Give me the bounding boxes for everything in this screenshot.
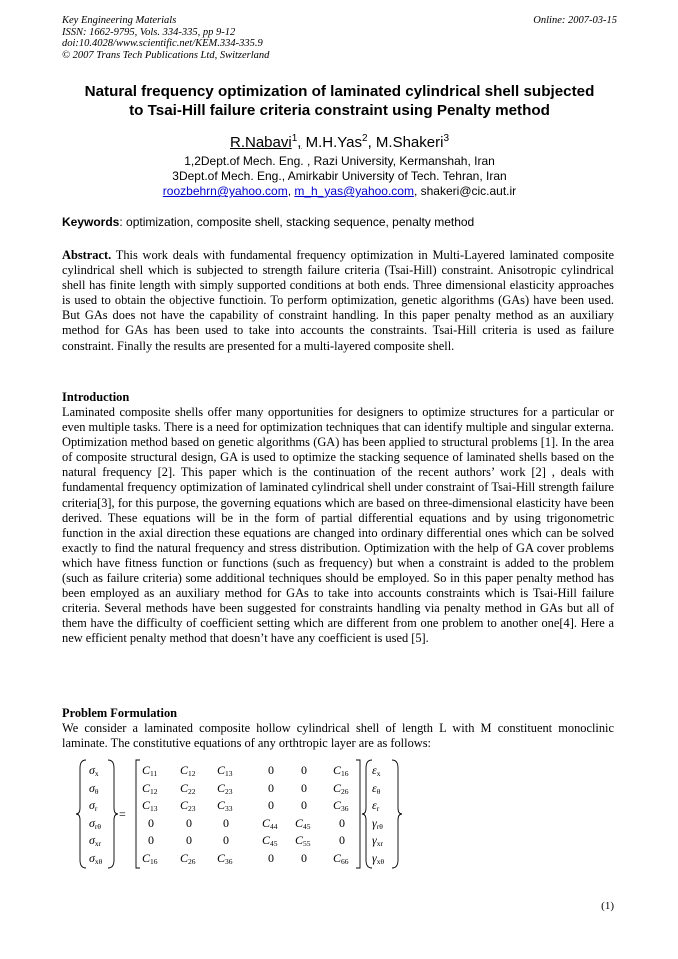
page-number: (1) <box>601 900 614 912</box>
stiffness-coefficient: $C_{44}$ <box>262 815 278 831</box>
stiffness-coefficient: 0 <box>339 833 345 847</box>
stiffness-coefficient: $C_{23}$ <box>180 798 196 813</box>
problem-formulation-paragraph: We consider a laminated composite hollow cylindrical shell of length L with M constituent monoclinic laminate. The constitutive equations of any orthtropic layer are as follows: <box>62 721 614 751</box>
strain-component: $\gamma_{x\theta}$ <box>372 850 385 866</box>
keywords-text: : optimization, composite shell, stacking sequence, penalty method <box>119 215 475 229</box>
stiffness-coefficient: $C_{16}$ <box>142 850 158 866</box>
keywords-label: Keywords <box>62 215 120 229</box>
author-3-affil: 3 <box>443 133 449 144</box>
stiffness-coefficient: 0 <box>301 763 307 777</box>
stiffness-coefficient: $C_{45}$ <box>295 815 311 831</box>
strain-component: $\varepsilon_r$ <box>372 798 380 813</box>
email-line <box>62 184 617 199</box>
email-link-1[interactable]: roozbehrn@yahoo.com <box>162 184 288 198</box>
stiffness-coefficient: 0 <box>223 815 229 830</box>
stiffness-coefficient: 0 <box>148 833 154 847</box>
journal-header <box>62 15 617 61</box>
strain-component: $\varepsilon_\theta$ <box>372 780 381 796</box>
email-link-2[interactable]: m_h_yas@yahoo.com <box>294 184 414 198</box>
stiffness-coefficient: 0 <box>186 833 192 847</box>
issn-line: ISSN: 1662-9795, Vols. 334-335, pp 9-12 <box>62 26 236 38</box>
author-list <box>62 134 617 152</box>
abstract-text: This work deals with fundamental frequency optimization in Multi-Layered laminated composite cylindrical shell which is subjected to strength failure criteria (Tsai-Hill) constraint. Anisotropic cylindrical shell has finite length with simply supported conditions at both ends. Three dimensional elasticity approaches is used to obtain the objective functioin. To perform optimization, genetic algorithms (GAs) have been used. But GAs does not have the capability of constraint handling. In this paper penalty method as an auxiliary method for GAs has been used to take into accounts the constraints. Tsai-Hill criteria is used as failure constraint. Finally the results are presented for a multi-layered composite shell. <box>62 248 614 353</box>
author-separator: , <box>297 134 302 151</box>
stress-component: $\sigma_{x\theta}$ <box>89 850 103 866</box>
stiffness-coefficient: $C_{23}$ <box>217 780 233 796</box>
affiliation-2: 3Dept.of Mech. Eng., Amirkabir University of Tech. Tehran, Iran <box>172 169 507 183</box>
stiffness-coefficient: 0 <box>301 798 307 812</box>
email-3: , shakeri@cic.aut.ir <box>413 184 517 198</box>
introduction-paragraph: Laminated composite shells offer many opportunities for designers to optimize structures for a particular or even multiple tasks. There is a need for optimization techniques that can identify multiple and singular externa. Optimization method based on genetic algorithms (GA) has been applied to structural problems [1]. In the area of composite structural design, GA is used to optimize the stacking sequence of laminated shells based on the natural frequency [2]. This paper which is the continuation of the recent authors’ work [2] , deals with fundamental frequency optimization of laminated cylindrical shell under constraint of Tsai-Hill strength failure criteria[3], for this purpose, the governing equations which are based on three-dimensional elasticity have been derived. These equations will be in the form of partial differential equations and by using trigonometric function in the axial direction these equations are changed into ordinary differential ones which can be solved exactly to find the natural frequency and stress distribution. Optimization with the help of GA cover problems which have fitness function or functions (such as frequency) but when a constraint is added to the problem (such as failure criteria) some additional techniques should be employed. So in this paper penalty method has been employed as an auxiliary method for GAs to take into accounts constraints which is Tsai-Hill failure criteria. Several methods have been suggested for constraints handling via penalty method in GAs but all of them have the difficulty of coefficient setting which are different from one problem to another one[4]. Here a new efficient penalty method that doesn’t have any coefficient is used [5]. <box>62 405 614 646</box>
stiffness-coefficient: $C_{12}$ <box>180 763 196 778</box>
stiffness-coefficient: 0 <box>186 815 192 830</box>
stiffness-coefficient: 0 <box>301 780 307 795</box>
strain-component: $\varepsilon_x$ <box>372 763 381 778</box>
author-separator: , <box>367 134 372 151</box>
stiffness-coefficient: 0 <box>301 850 307 865</box>
stiffness-coefficient: $C_{66}$ <box>333 850 349 866</box>
stress-component: $\sigma_x$ <box>89 763 99 778</box>
affiliation-1: 1,2Dept.of Mech. Eng. , Razi University, Kermanshah, Iran <box>184 154 495 168</box>
stiffness-coefficient: 0 <box>268 850 274 865</box>
stiffness-coefficient: $C_{13}$ <box>217 763 233 778</box>
stiffness-coefficient: $C_{45}$ <box>262 833 278 848</box>
stress-component: $\sigma_\theta$ <box>89 780 99 796</box>
author-3: M.Shakeri <box>371 134 444 151</box>
stiffness-coefficient: 0 <box>148 815 154 830</box>
doi-line: doi:10.4028/www.scientific.net/KEM.334-335.9 <box>62 38 263 49</box>
copyright-line: © 2007 Trans Tech Publications Ltd, Switzerland <box>62 49 270 61</box>
stiffness-coefficient: $C_{11}$ <box>142 763 158 778</box>
stiffness-coefficient: $C_{22}$ <box>180 780 196 796</box>
introduction-heading: Introduction <box>62 390 130 404</box>
stiffness-coefficient: 0 <box>268 780 274 795</box>
journal-name: Key Engineering Materials <box>62 15 177 26</box>
title-line-1: Natural frequency optimization of laminated cylindrical shell subjected <box>84 83 595 100</box>
stiffness-coefficient: 0 <box>339 815 345 830</box>
strain-component: $\gamma_{xr}$ <box>372 833 383 848</box>
stiffness-coefficient: $C_{26}$ <box>180 850 196 866</box>
stiffness-coefficient: 0 <box>268 798 274 812</box>
author-1: R.Nabavi <box>229 134 292 151</box>
abstract-label: Abstract. <box>62 248 112 262</box>
strain-component: $\gamma_{r\theta}$ <box>372 815 383 831</box>
equals-sign: = <box>119 807 126 821</box>
stress-component: $\sigma_{xr}$ <box>89 833 102 848</box>
stiffness-coefficient: 0 <box>268 763 274 777</box>
author-2: M.H.Yas <box>301 134 362 151</box>
stress-component: $\sigma_{r\theta}$ <box>89 815 102 831</box>
stiffness-coefficient: 0 <box>223 833 229 847</box>
stress-component: $\sigma_r$ <box>89 798 98 813</box>
stiffness-coefficient: $C_{36}$ <box>333 798 349 813</box>
keywords-line <box>62 215 617 230</box>
online-date: Online: 2007-03-15 <box>533 15 617 26</box>
stiffness-coefficient: $C_{36}$ <box>217 850 233 866</box>
stiffness-coefficient: $C_{13}$ <box>142 798 158 813</box>
affiliations <box>62 154 617 199</box>
abstract-paragraph <box>62 248 614 354</box>
stiffness-coefficient: $C_{12}$ <box>142 780 158 796</box>
author-2-affil: 2 <box>362 133 368 144</box>
author-1-affil: 1 <box>291 133 298 144</box>
stiffness-coefficient: $C_{26}$ <box>333 780 349 796</box>
stiffness-coefficient: $C_{55}$ <box>295 833 311 848</box>
problem-formulation-heading: Problem Formulation <box>62 706 178 720</box>
stiffness-coefficient: $C_{16}$ <box>333 763 349 778</box>
title-line-2: to Tsai-Hill failure criteria constraint using Penalty method <box>129 102 550 119</box>
paper-title <box>62 82 617 120</box>
stiffness-coefficient: $C_{33}$ <box>217 798 233 813</box>
email-comma: , <box>287 184 295 198</box>
